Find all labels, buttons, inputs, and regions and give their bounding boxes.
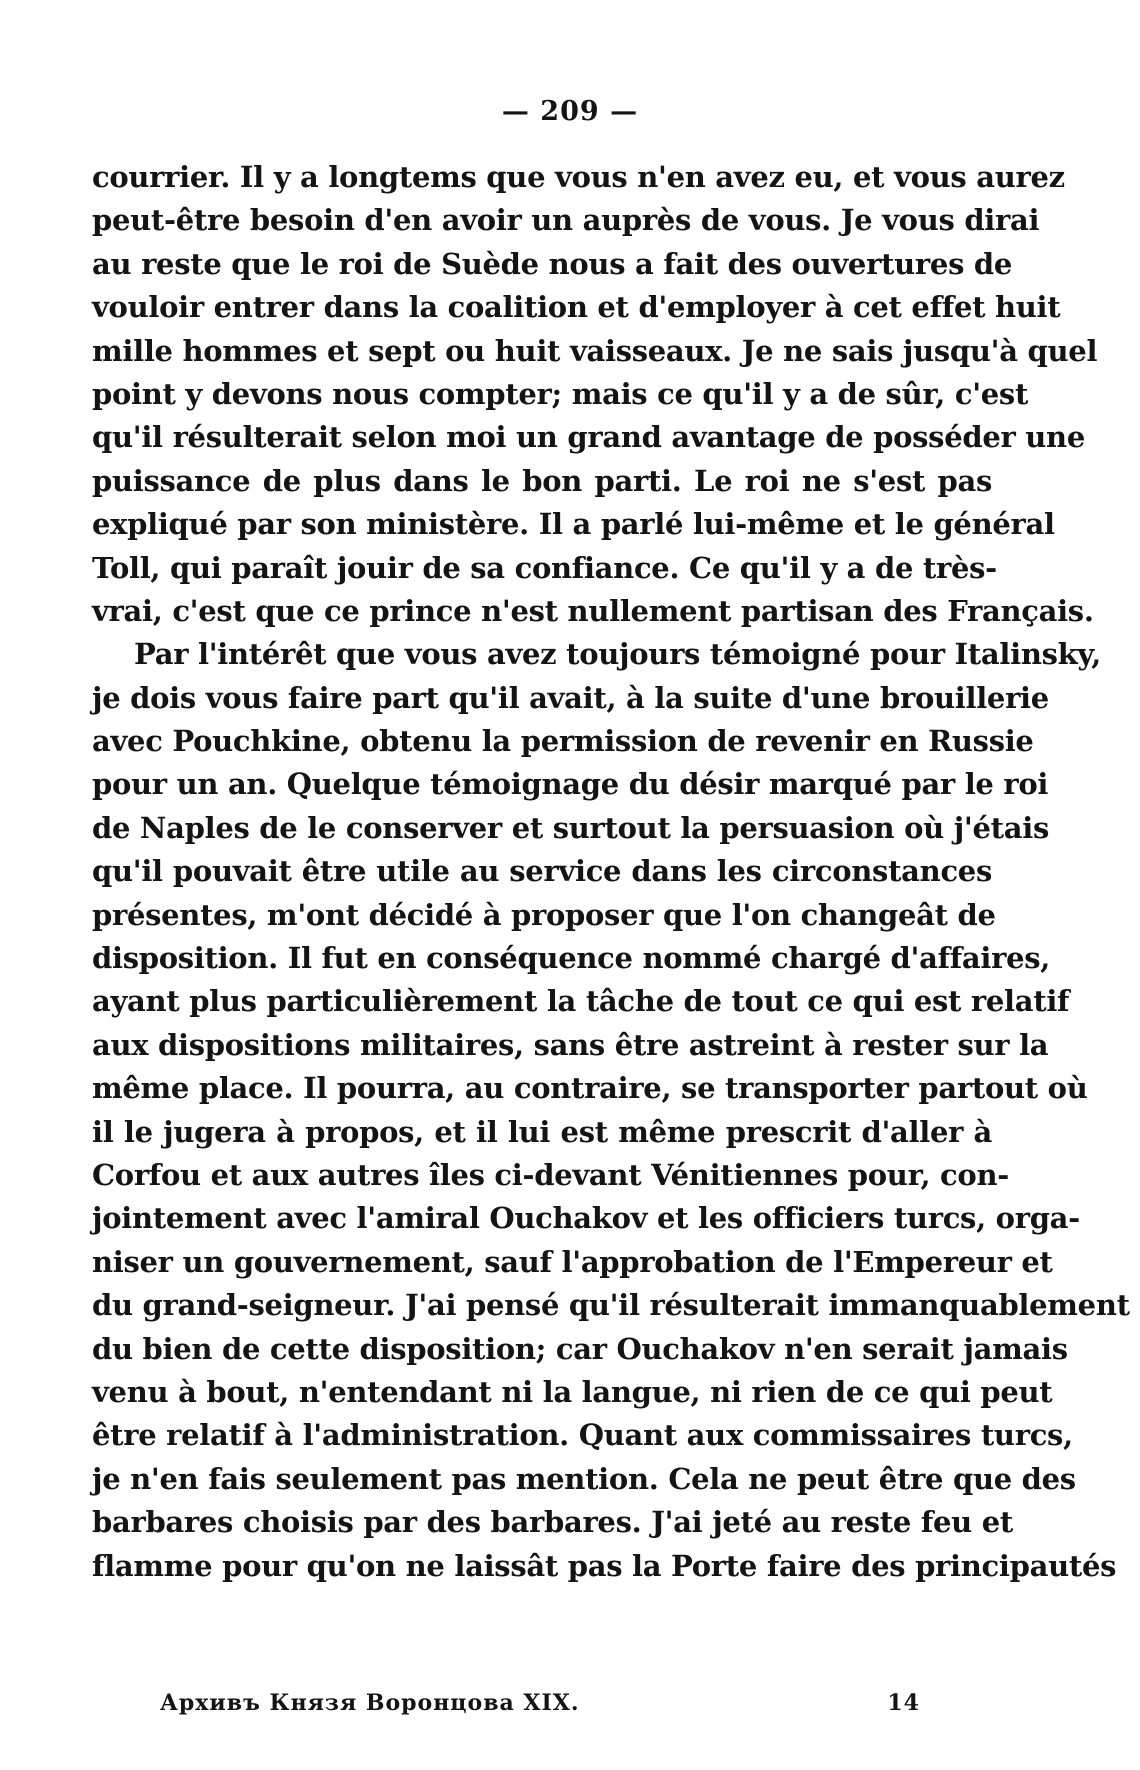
text-line: jointement avec l'amiral Ouchakov et les officiers turcs, orga- (92, 1201, 1080, 1236)
text-line: qu'il résulterait selon moi un grand avantage de posséder une (92, 420, 1085, 455)
text-line: vouloir entrer dans la coalition et d'employer à cet effet huit (92, 290, 1061, 325)
text-line: du bien de cette disposition; car Ouchakov n'en serait jamais (92, 1331, 1068, 1366)
text-line: barbares choisis par des barbares. J'ai jeté au reste feu et (92, 1505, 1014, 1540)
text-line: je n'en fais seulement pas mention. Cela ne peut être que des (92, 1461, 1076, 1496)
paragraph-start-line: Par l'intérêt que vous avez toujours témoigné pour Italinsky, (134, 637, 1102, 672)
text-line: point y devons nous compter; mais ce qu'il y a de sûr, c'est (92, 376, 1029, 411)
page-number: — 209 — (501, 96, 639, 127)
text-line: puissance de plus dans le bon parti. Le roi ne s'est pas (92, 463, 992, 498)
text-line: présentes, m'ont décidé à proposer que l'on changeât de (92, 897, 996, 932)
text-line: ayant plus particulièrement la tâche de tout ce qui est relatif (92, 984, 1070, 1019)
text-line: Toll, qui paraît jouir de sa confiance. Ce qu'il y a de très- (92, 550, 997, 585)
text-line: qu'il pouvait être utile au service dans les circonstances (92, 854, 992, 889)
text-line: niser un gouvernement, sauf l'approbation de l'Empereur et (92, 1244, 1053, 1279)
text-line: même place. Il pourra, au contraire, se transporter partout où (92, 1071, 1088, 1106)
text-line: je dois vous faire part qu'il avait, à la suite d'une brouillerie (92, 680, 1049, 715)
text-line: Corfou et aux autres îles ci-devant Vénitiennes pour, con- (92, 1157, 1009, 1192)
text-line: de Naples de le conserver et surtout la persuasion où j'étais (92, 810, 1049, 845)
text-line: du grand-seigneur. J'ai pensé qu'il résulterait immanquablement (92, 1288, 1130, 1323)
sheet-number: 14 (887, 1690, 920, 1716)
text-line: avec Pouchkine, obtenu la permission de revenir en Russie (92, 724, 1034, 759)
text-line: flamme pour qu'on ne laissât pas la Porte faire des principautés (92, 1548, 1117, 1583)
text-line: disposition. Il fut en conséquence nommé chargé d'affaires, (92, 941, 1051, 976)
text-line: mille hommes et sept ou huit vaisseaux. Je ne sais jusqu'à quel (92, 333, 1098, 368)
text-line: expliqué par son ministère. Il a parlé lui-même et le général (92, 507, 1055, 542)
text-line: peut-être besoin d'en avoir un auprès de vous. Je vous dirai (92, 203, 1040, 238)
text-line: au reste que le roi de Suède nous a fait des ouvertures de (92, 246, 1013, 281)
signature-mark: Архивъ Князя Воронцова XIX. (160, 1690, 580, 1716)
text-line: vrai, c'est que ce prince n'est nullement partisan des Français. (92, 593, 1094, 628)
text-line: venu à bout, n'entendant ni la langue, ni rien de ce qui peut (92, 1374, 1053, 1409)
text-line: il le jugera à propos, et il lui est même prescrit d'aller à (92, 1114, 992, 1149)
text-line: pour un an. Quelque témoignage du désir marqué par le roi (92, 767, 1049, 802)
text-line: être relatif à l'administration. Quant aux commissaires turcs, (92, 1418, 1073, 1453)
body-text (92, 156, 1130, 1588)
text-line: aux dispositions militaires, sans être astreint à rester sur la (92, 1027, 1049, 1062)
text-line: courrier. Il y a longtems que vous n'en avez eu, et vous aurez (92, 160, 1065, 194)
